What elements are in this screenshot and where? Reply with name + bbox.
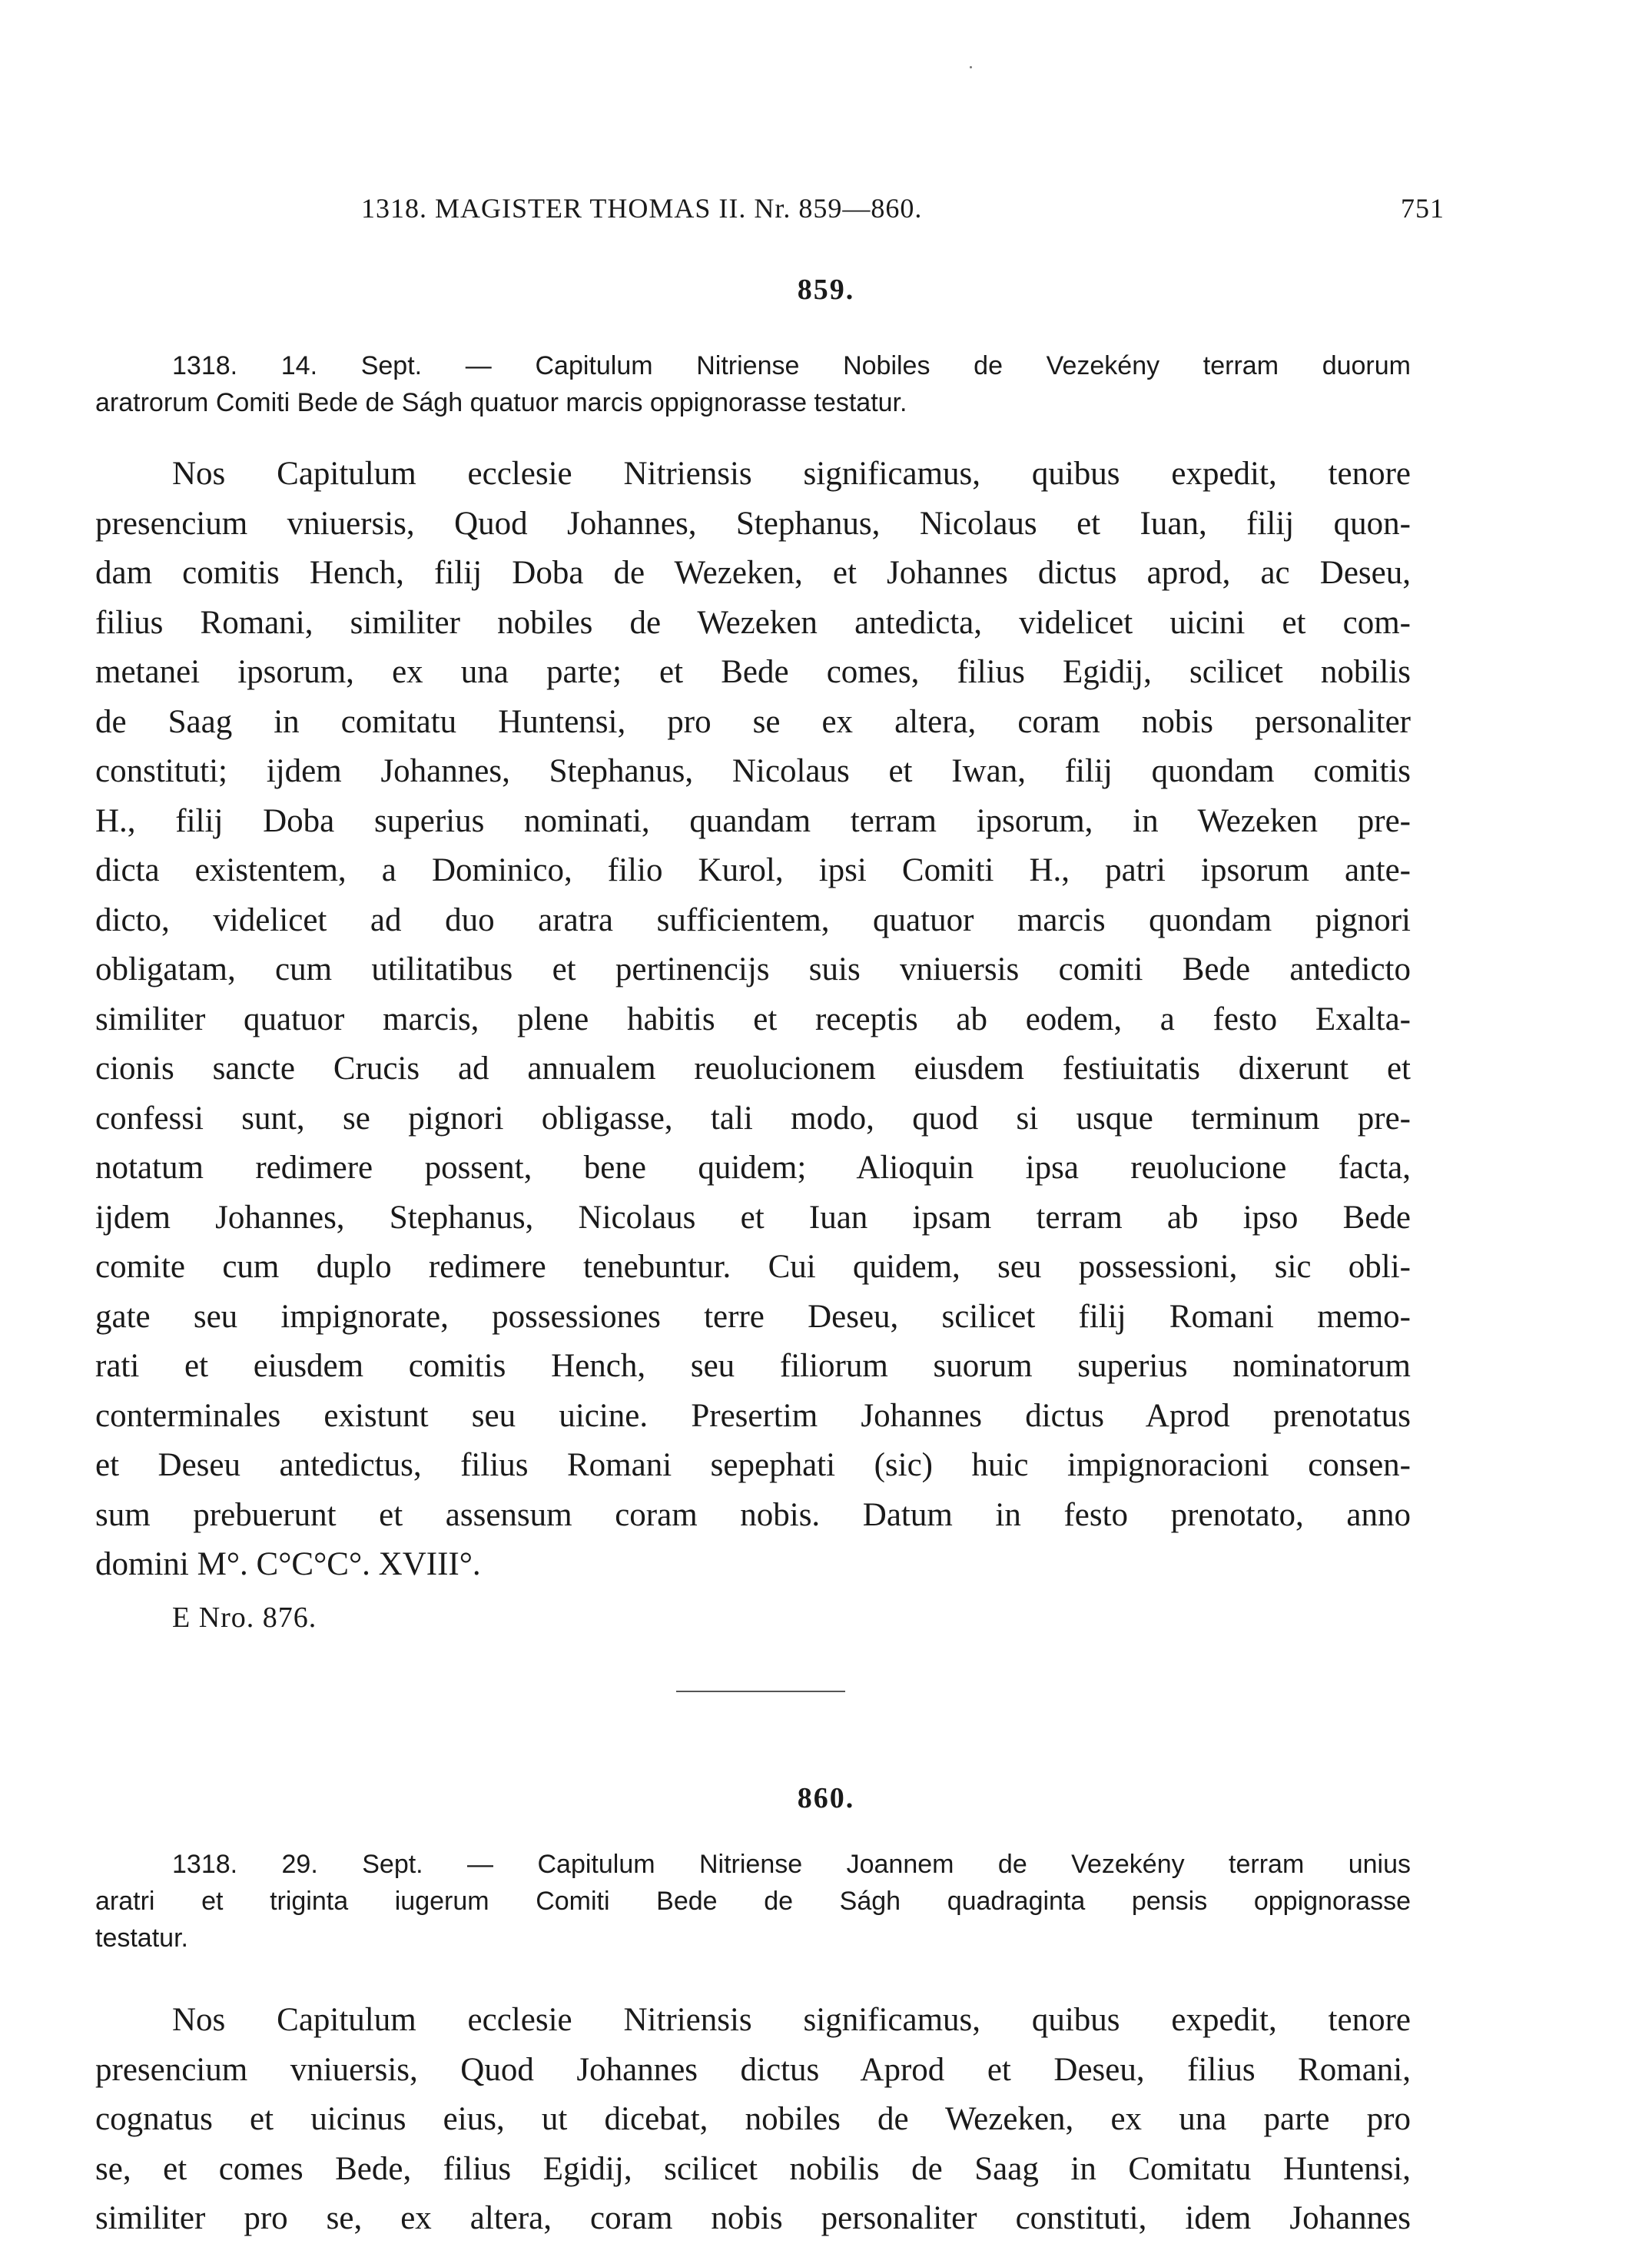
text-line: gate seu impignorate, possessiones terre Deseu, scilicet filij Romani memo- — [95, 1298, 1411, 1335]
text-line: cognatus et uicinus eius, ut dicebat, nobiles de Wezeken, ex una parte pro — [95, 2101, 1411, 2137]
text-line: sum prebuerunt et assensum coram nobis. Datum in festo prenotato, anno — [95, 1496, 1411, 1533]
text-line: similiter pro se, ex altera, coram nobis personaliter constituti, idem Johannes — [95, 2200, 1411, 2236]
text-line: ijdem Johannes, Stephanus, Nicolaus et Iuan ipsam terram ab ipso Bede — [95, 1199, 1411, 1236]
running-head — [361, 192, 1445, 231]
text-line: cionis sancte Crucis ad annualem reuolucionem eiusdem festiuitatis dixerunt et — [95, 1051, 1411, 1087]
source-note-859: E Nro. 876. — [172, 1602, 317, 1634]
text-line: metanei ipsorum, ex una parte; et Bede comes, filius Egidij, scilicet nobilis — [95, 654, 1411, 690]
text-line: comite cum duplo redimere tenebuntur. Cui quidem, seu possessioni, sic obli- — [95, 1249, 1411, 1285]
text-line: H., filij Doba superius nominati, quandam terram ipsorum, in Wezeken pre- — [95, 802, 1411, 839]
section-divider — [676, 1691, 845, 1692]
regest-line: aratrorum Comiti Bede de Ságh quatuor marcis oppignorasse testatur. — [95, 388, 907, 417]
text-line: se, et comes Bede, filius Egidij, scilicet nobilis de Saag in Comitatu Huntensi, — [95, 2150, 1411, 2187]
document-number-860: 860. — [797, 1782, 855, 1814]
regest-line: 1318. 14. Sept. — Capitulum Nitriense Nobiles de Vezekény terram duorum — [172, 351, 1411, 380]
text-line: de Saag in comitatu Huntensi, pro se ex altera, coram nobis personaliter — [95, 703, 1411, 740]
document-number-859: 859. — [797, 274, 855, 306]
text-line: filius Romani, similiter nobiles de Wezeken antedicta, videlicet uicini et com- — [95, 604, 1411, 641]
print-speck — [970, 66, 972, 68]
text-line: constituti; ijdem Johannes, Stephanus, Nicolaus et Iwan, filij quondam comitis — [95, 753, 1411, 789]
regest-line: testatur. — [95, 1923, 188, 1953]
regest-line: aratri et triginta iugerum Comiti Bede de Ságh quadraginta pensis oppignorasse — [95, 1887, 1411, 1916]
text-line: et Deseu antedictus, filius Romani sepephati (sic) huic impignoracioni consen- — [95, 1447, 1411, 1483]
text-line: rati et eiusdem comitis Hench, seu filiorum suorum superius nominatorum — [95, 1348, 1411, 1384]
text-line: dicta existentem, a Dominico, filio Kurol, ipsi Comiti H., patri ipsorum ante- — [95, 852, 1411, 888]
text-line: presencium vniuersis, Quod Johannes dictus Aprod et Deseu, filius Romani, — [95, 2051, 1411, 2088]
text-line: Nos Capitulum ecclesie Nitriensis significamus, quibus expedit, tenore — [172, 456, 1411, 492]
charter-text-860 — [95, 1996, 1411, 2244]
regest-line: 1318. 29. Sept. — Capitulum Nitriense Joannem de Vezekény terram unius — [172, 1850, 1411, 1879]
regest-859 — [95, 347, 1411, 421]
text-line: domini M°. C°C°C°. XVIII°. — [95, 1546, 481, 1582]
text-line: Nos Capitulum ecclesie Nitriensis significamus, quibus expedit, tenore — [172, 2002, 1411, 2038]
text-line: conterminales existunt seu uicine. Presertim Johannes dictus Aprod prenotatus — [95, 1397, 1411, 1434]
regest-860 — [95, 1846, 1411, 1957]
text-line: notatum redimere possent, bene quidem; Alioquin ipsa reuolucione facta, — [95, 1150, 1411, 1186]
text-line: dam comitis Hench, filij Doba de Wezeken, et Johannes dictus aprod, ac Deseu, — [95, 555, 1411, 591]
text-line: obligatam, cum utilitatibus et pertinencijs suis vniuersis comiti Bede antedicto — [95, 951, 1411, 987]
text-line: confessi sunt, se pignori obligasse, tali modo, quod si usque terminum pre- — [95, 1100, 1411, 1137]
charter-text-859 — [95, 450, 1411, 1590]
text-line: dicto, videlicet ad duo aratra sufficientem, quatuor marcis quondam pignori — [95, 901, 1411, 938]
page-number: 751 — [1401, 193, 1445, 224]
text-line: presencium vniuersis, Quod Johannes, Stephanus, Nicolaus et Iuan, filij quon- — [95, 505, 1411, 542]
running-head-title: 1318. MAGISTER THOMAS II. Nr. 859—860. — [361, 193, 923, 224]
text-line: similiter quatuor marcis, plene habitis et receptis ab eodem, a festo Exalta- — [95, 1001, 1411, 1037]
